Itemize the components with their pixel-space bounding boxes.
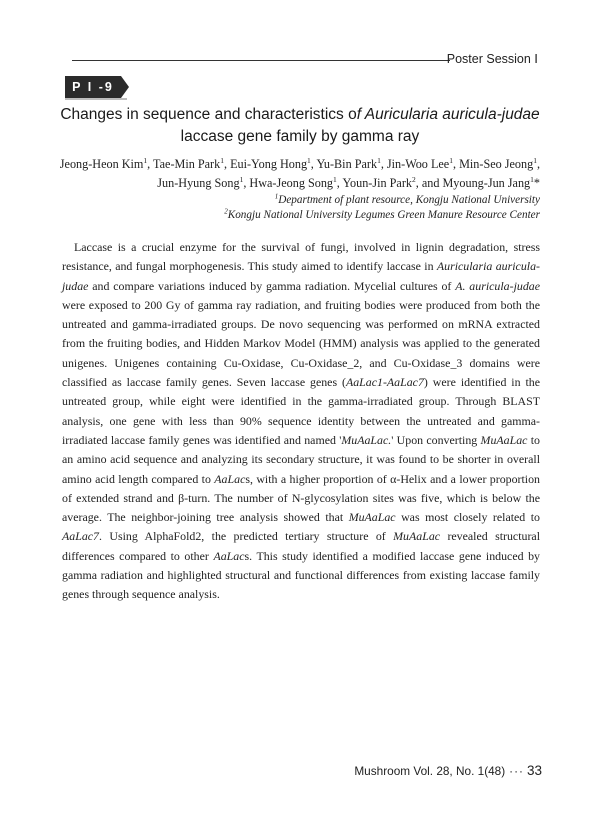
author-name: Jun-Hyung Song xyxy=(157,176,240,190)
author-affil: 1 xyxy=(220,155,224,165)
affil-number: 2 xyxy=(224,207,228,216)
author-conjunction: and xyxy=(421,176,440,190)
abstract-italic: MuAaLac xyxy=(348,510,396,525)
abstract-text: . Using AlphaFold2, the predicted tertiary structure of xyxy=(99,529,394,544)
abstract-text: s. This study identified a modified laccase gene induced by gamma radiation and highlighted structural and functional differences from existing laccase family genes through sequence analysis. xyxy=(62,548,541,602)
author-name: Eui-Yong Hong xyxy=(230,157,308,171)
abstract-text: ) were identified in the untreated group, while eight were identified in the gamma-irradiated group. Through BLAST analysis, one gene with less than 90% sequence identity between the untreated and gamma-irradiated laccase family genes was identified and named ' xyxy=(62,375,540,447)
header-rule xyxy=(72,60,450,61)
author-name: Youn-Jin Park xyxy=(342,176,412,190)
title-species: f Auricularia auricula-judae xyxy=(356,106,540,123)
title-line-1 xyxy=(60,104,540,126)
affiliation-1 xyxy=(58,193,540,208)
affil-text: Department of plant resource, Kongju National University xyxy=(278,194,540,206)
abstract-italic: AaLac xyxy=(213,548,245,563)
poster-code-badge: P I -9 xyxy=(65,76,121,98)
abstract-text: were exposed to 200 Gy of gamma ray radiation, and fruiting bodies were produced from both the untreated and gamma-irradiated groups. De novo sequencing was performed on mRNA extracted from the fruiting bodies, and Hidden Markov Model (HMM) analysis was applied to the generated unigenes. Unigenes containing Cu-Oxidase, Cu-Oxidase_2, and Cu-Oxidase_3 domains were classified as laccase family genes. Seven laccase genes ( xyxy=(62,297,540,390)
author-name: Jin-Woo Lee xyxy=(386,157,450,171)
author-name: Tae-Min Park xyxy=(153,157,221,171)
author-affil: 1 xyxy=(333,174,337,184)
paper-title xyxy=(60,104,540,148)
affiliation-2 xyxy=(58,208,540,223)
author-name: Yu-Bin Park xyxy=(316,157,378,171)
author-affil: 1 xyxy=(530,174,534,184)
abstract-text: Laccase is a crucial enzyme for the survival of fungi, involved in lignin degradation, stress resistance, and fungal morphogenesis. This study aimed to identify laccase in xyxy=(62,240,540,274)
corresponding-author: Myoung-Jun Jang xyxy=(442,176,531,190)
affiliations xyxy=(58,193,540,223)
abstract-italic: AaLac7 xyxy=(62,529,99,544)
author-line-2: Jun-Hyung Song$^1$, Hwa-Jeong Song$^1$, Youn-Jin Park$^2$, and Myoung-Jun Jang$^1$* xyxy=(157,174,540,190)
session-label: Poster Session Ⅰ xyxy=(446,52,538,66)
abstract-text: was most closely related to xyxy=(395,510,540,525)
author-affil: 1 xyxy=(143,155,148,165)
author-name: Hwa-Jeong Song xyxy=(249,176,334,190)
author-affil: 1 xyxy=(307,155,311,165)
author-affil: 1 xyxy=(377,155,381,165)
author-name: Min-Seo Jeong xyxy=(459,157,534,171)
abstract-text: ' Upon converting xyxy=(391,432,481,447)
abstract-text: s, with a higher proportion of α-Helix and a lower proportion of extended strand and β-turn. The number of N-glycosylation sites was five, which is below the average. The neighbor-joining tree analysis showed that xyxy=(62,471,540,525)
abstract-italic: AaLac xyxy=(214,471,246,486)
author-affil: 1 xyxy=(449,155,453,165)
affil-text: Kongju National University Legumes Green Manure Resource Center xyxy=(227,209,540,221)
page-number: 33 xyxy=(526,763,542,778)
corresponding-mark: * xyxy=(533,176,540,190)
abstract-body xyxy=(62,238,540,605)
abstract-text: revealed structural differences compared to other xyxy=(62,529,540,563)
page-footer xyxy=(354,763,542,778)
abstract-text: to an amino acid sequence and analyzing its secondary structure, it was found to be shorter in overall amino acid length compared to xyxy=(62,432,540,486)
journal-citation: Mushroom Vol. 28, No. 1(48) xyxy=(354,764,506,778)
title-text: Changes in sequence and characteristics o xyxy=(60,106,357,123)
affil-number: 1 xyxy=(274,192,279,201)
abstract-italic: MuAaLac xyxy=(480,432,528,447)
abstract-italic: A. auricula-judae xyxy=(455,278,540,293)
badge-shadow xyxy=(65,98,127,100)
author-line-1: Jeong-Heon Kim$^1$, Tae-Min Park$^1$, Eui-Yong Hong$^1$, Yu-Bin Park$^1$, Jin-Woo Lee$^1$, Min-Seo Jeong$^1$, xyxy=(59,155,540,171)
abstract-italic: MuAaLac. xyxy=(341,432,392,447)
abstract-italic: AaLac1-AaLac7 xyxy=(345,375,424,390)
abstract-text: and compare variations induced by gamma radiation. Mycelial cultures of xyxy=(88,278,456,293)
author-name: Jeong-Heon Kim xyxy=(59,157,144,171)
abstract-italic: Auricularia auricula-judae xyxy=(62,259,540,293)
author-affil: 1 xyxy=(239,174,244,184)
author-list xyxy=(58,155,540,193)
author-affil: 1 xyxy=(533,155,537,165)
footer-dots: ··· xyxy=(509,764,524,778)
title-line-2: laccase gene family by gamma ray xyxy=(180,128,420,145)
author-affil: 2 xyxy=(411,174,416,184)
abstract-italic: MuAaLac xyxy=(393,529,441,544)
